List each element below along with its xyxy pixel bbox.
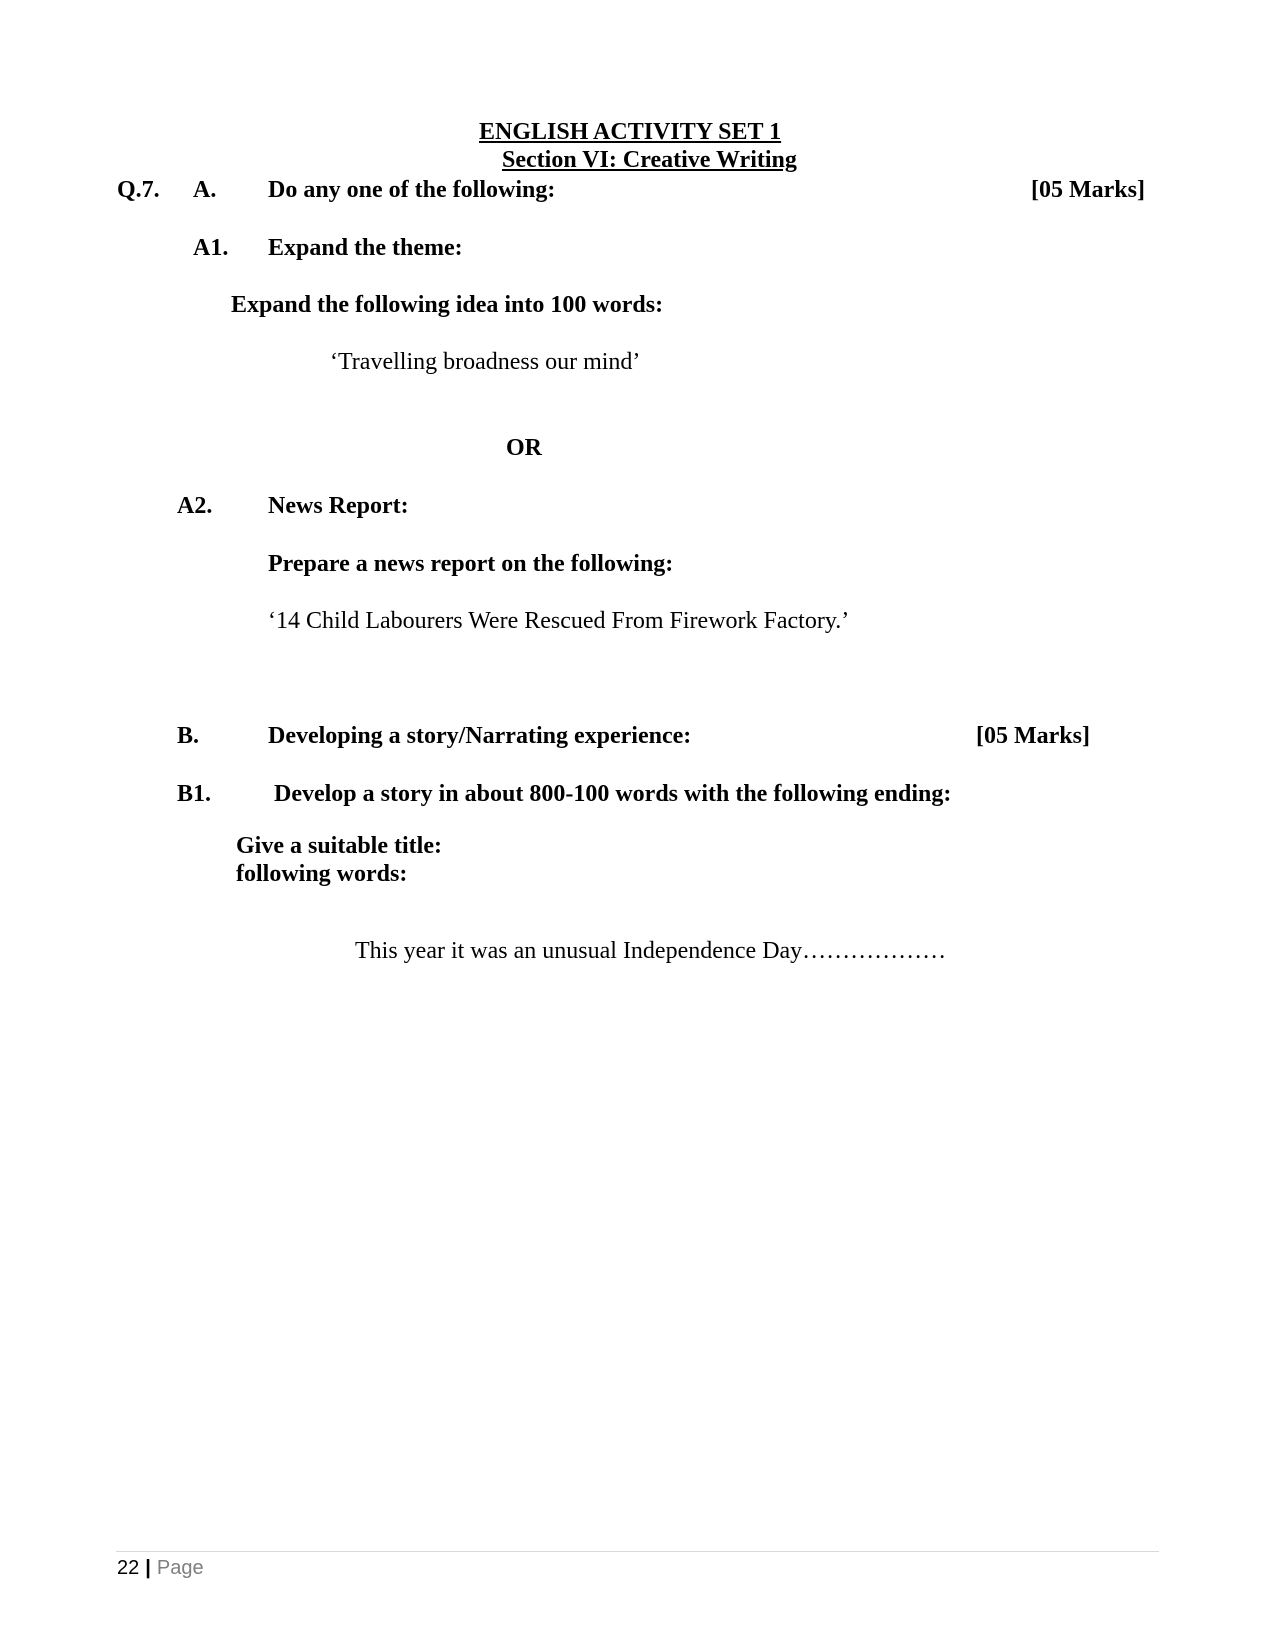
part-a-instruction: Do any one of the following: (268, 177, 556, 203)
b1-line-2: following words: (236, 861, 408, 887)
part-b-title: Developing a story/Narrating experience: (268, 723, 692, 749)
part-b-marks: [05 Marks] (976, 723, 1090, 749)
or-divider: OR (506, 435, 542, 461)
a1-prompt: ‘Travelling broadness our mind’ (330, 349, 641, 375)
a1-title: Expand the theme: (268, 235, 463, 261)
b1-instruction: Develop a story in about 800-100 words with the following ending: (274, 781, 952, 807)
part-a-letter: A. (193, 177, 217, 203)
a2-prompt: ‘14 Child Labourers Were Rescued From Firework Factory.’ (268, 608, 850, 634)
b1-label: B1. (177, 781, 212, 807)
document-title: ENGLISH ACTIVITY SET 1 (479, 119, 782, 145)
a1-label: A1. (193, 235, 229, 261)
section-title: Section VI: Creative Writing (502, 147, 797, 173)
b1-prompt: This year it was an unusual Independence Day……………… (355, 938, 947, 964)
footer-separator: | (145, 1557, 151, 1579)
page-number: 22 (117, 1557, 140, 1579)
a1-instruction: Expand the following idea into 100 words: (231, 292, 664, 318)
a2-instruction: Prepare a news report on the following: (268, 551, 674, 577)
question-number: Q.7. (117, 177, 160, 203)
footer-rule (116, 1551, 1159, 1552)
part-a-marks: [05 Marks] (1031, 177, 1145, 203)
b1-line-1: Give a suitable title: (236, 833, 442, 859)
a2-label: A2. (177, 493, 213, 519)
part-b-letter: B. (177, 723, 200, 749)
page-label: Page (156, 1557, 204, 1579)
page-footer (117, 1558, 204, 1578)
a2-title: News Report: (268, 493, 409, 519)
